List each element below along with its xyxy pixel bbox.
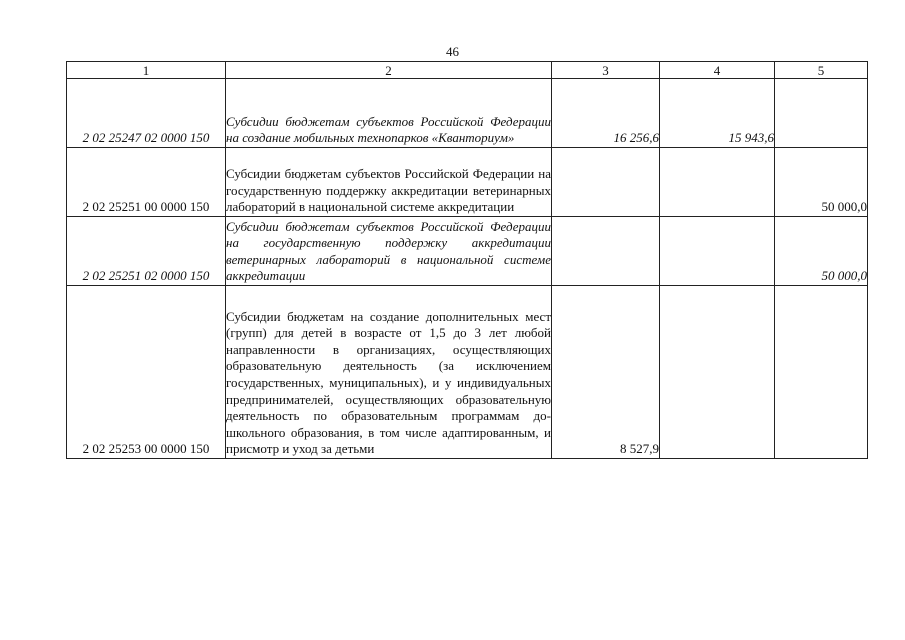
header-col-2: 2 — [226, 62, 552, 79]
header-row — [67, 62, 868, 79]
row-code: 2 02 25253 00 0000 150 — [67, 286, 226, 459]
header-col-4: 4 — [660, 62, 775, 79]
row-col5-value: 50 000,0 — [775, 217, 868, 286]
header-col-5: 5 — [775, 62, 868, 79]
row-col5-value — [775, 286, 868, 459]
row-description-text: Субсидии бюджетам на создание дополнительных мест (групп) для детей в возрасте от 1,5 до 3 лет любой направленности в организациях, осуществляющих образовательную деятельность (за исключением государственных, муниципальных), и у индивидуальных предпринимателей, осуществляющих образовательную деятельность по образовательным программам дошкольного образования, в том числе адаптированным, и присмотр и уход за детьми — [226, 308, 551, 457]
row-col3-value: 16 256,6 — [552, 79, 660, 148]
row-col3-value: 8 527,9 — [552, 286, 660, 459]
header-col-3: 3 — [552, 62, 660, 79]
row-description — [226, 286, 552, 459]
row-description-text: Субсидии бюджетам субъектов Российской Федерации на создание мобильных технопарков «Кванториум» — [226, 113, 551, 146]
row-description-text: Субсидии бюджетам субъектов Российской Федерации на государственную поддержку аккредитации ветеринарных лабораторий в национальной системе аккредитации — [226, 218, 551, 284]
table-row — [67, 148, 868, 217]
header-col-1: 1 — [67, 62, 226, 79]
table-row — [67, 79, 868, 148]
row-col3-value — [552, 148, 660, 217]
budget-table — [66, 61, 868, 459]
row-description — [226, 79, 552, 148]
table-row — [67, 217, 868, 286]
row-col4-value — [660, 217, 775, 286]
row-col3-value — [552, 217, 660, 286]
page-number: 46 — [446, 44, 459, 59]
row-col5-value — [775, 79, 868, 148]
row-col5-value: 50 000,0 — [775, 148, 868, 217]
row-description — [226, 148, 552, 217]
row-code: 2 02 25251 00 0000 150 — [67, 148, 226, 217]
row-col4-value — [660, 148, 775, 217]
row-description — [226, 217, 552, 286]
row-description-text: Субсидии бюджетам субъектов Российской Федерации на государственную поддержку аккредитации ветеринарных лабораторий в национальной системе аккредитации — [226, 166, 551, 215]
table-row — [67, 286, 868, 459]
row-code: 2 02 25251 02 0000 150 — [67, 217, 226, 286]
row-code: 2 02 25247 02 0000 150 — [67, 79, 226, 148]
row-col4-value: 15 943,6 — [660, 79, 775, 148]
row-col4-value — [660, 286, 775, 459]
